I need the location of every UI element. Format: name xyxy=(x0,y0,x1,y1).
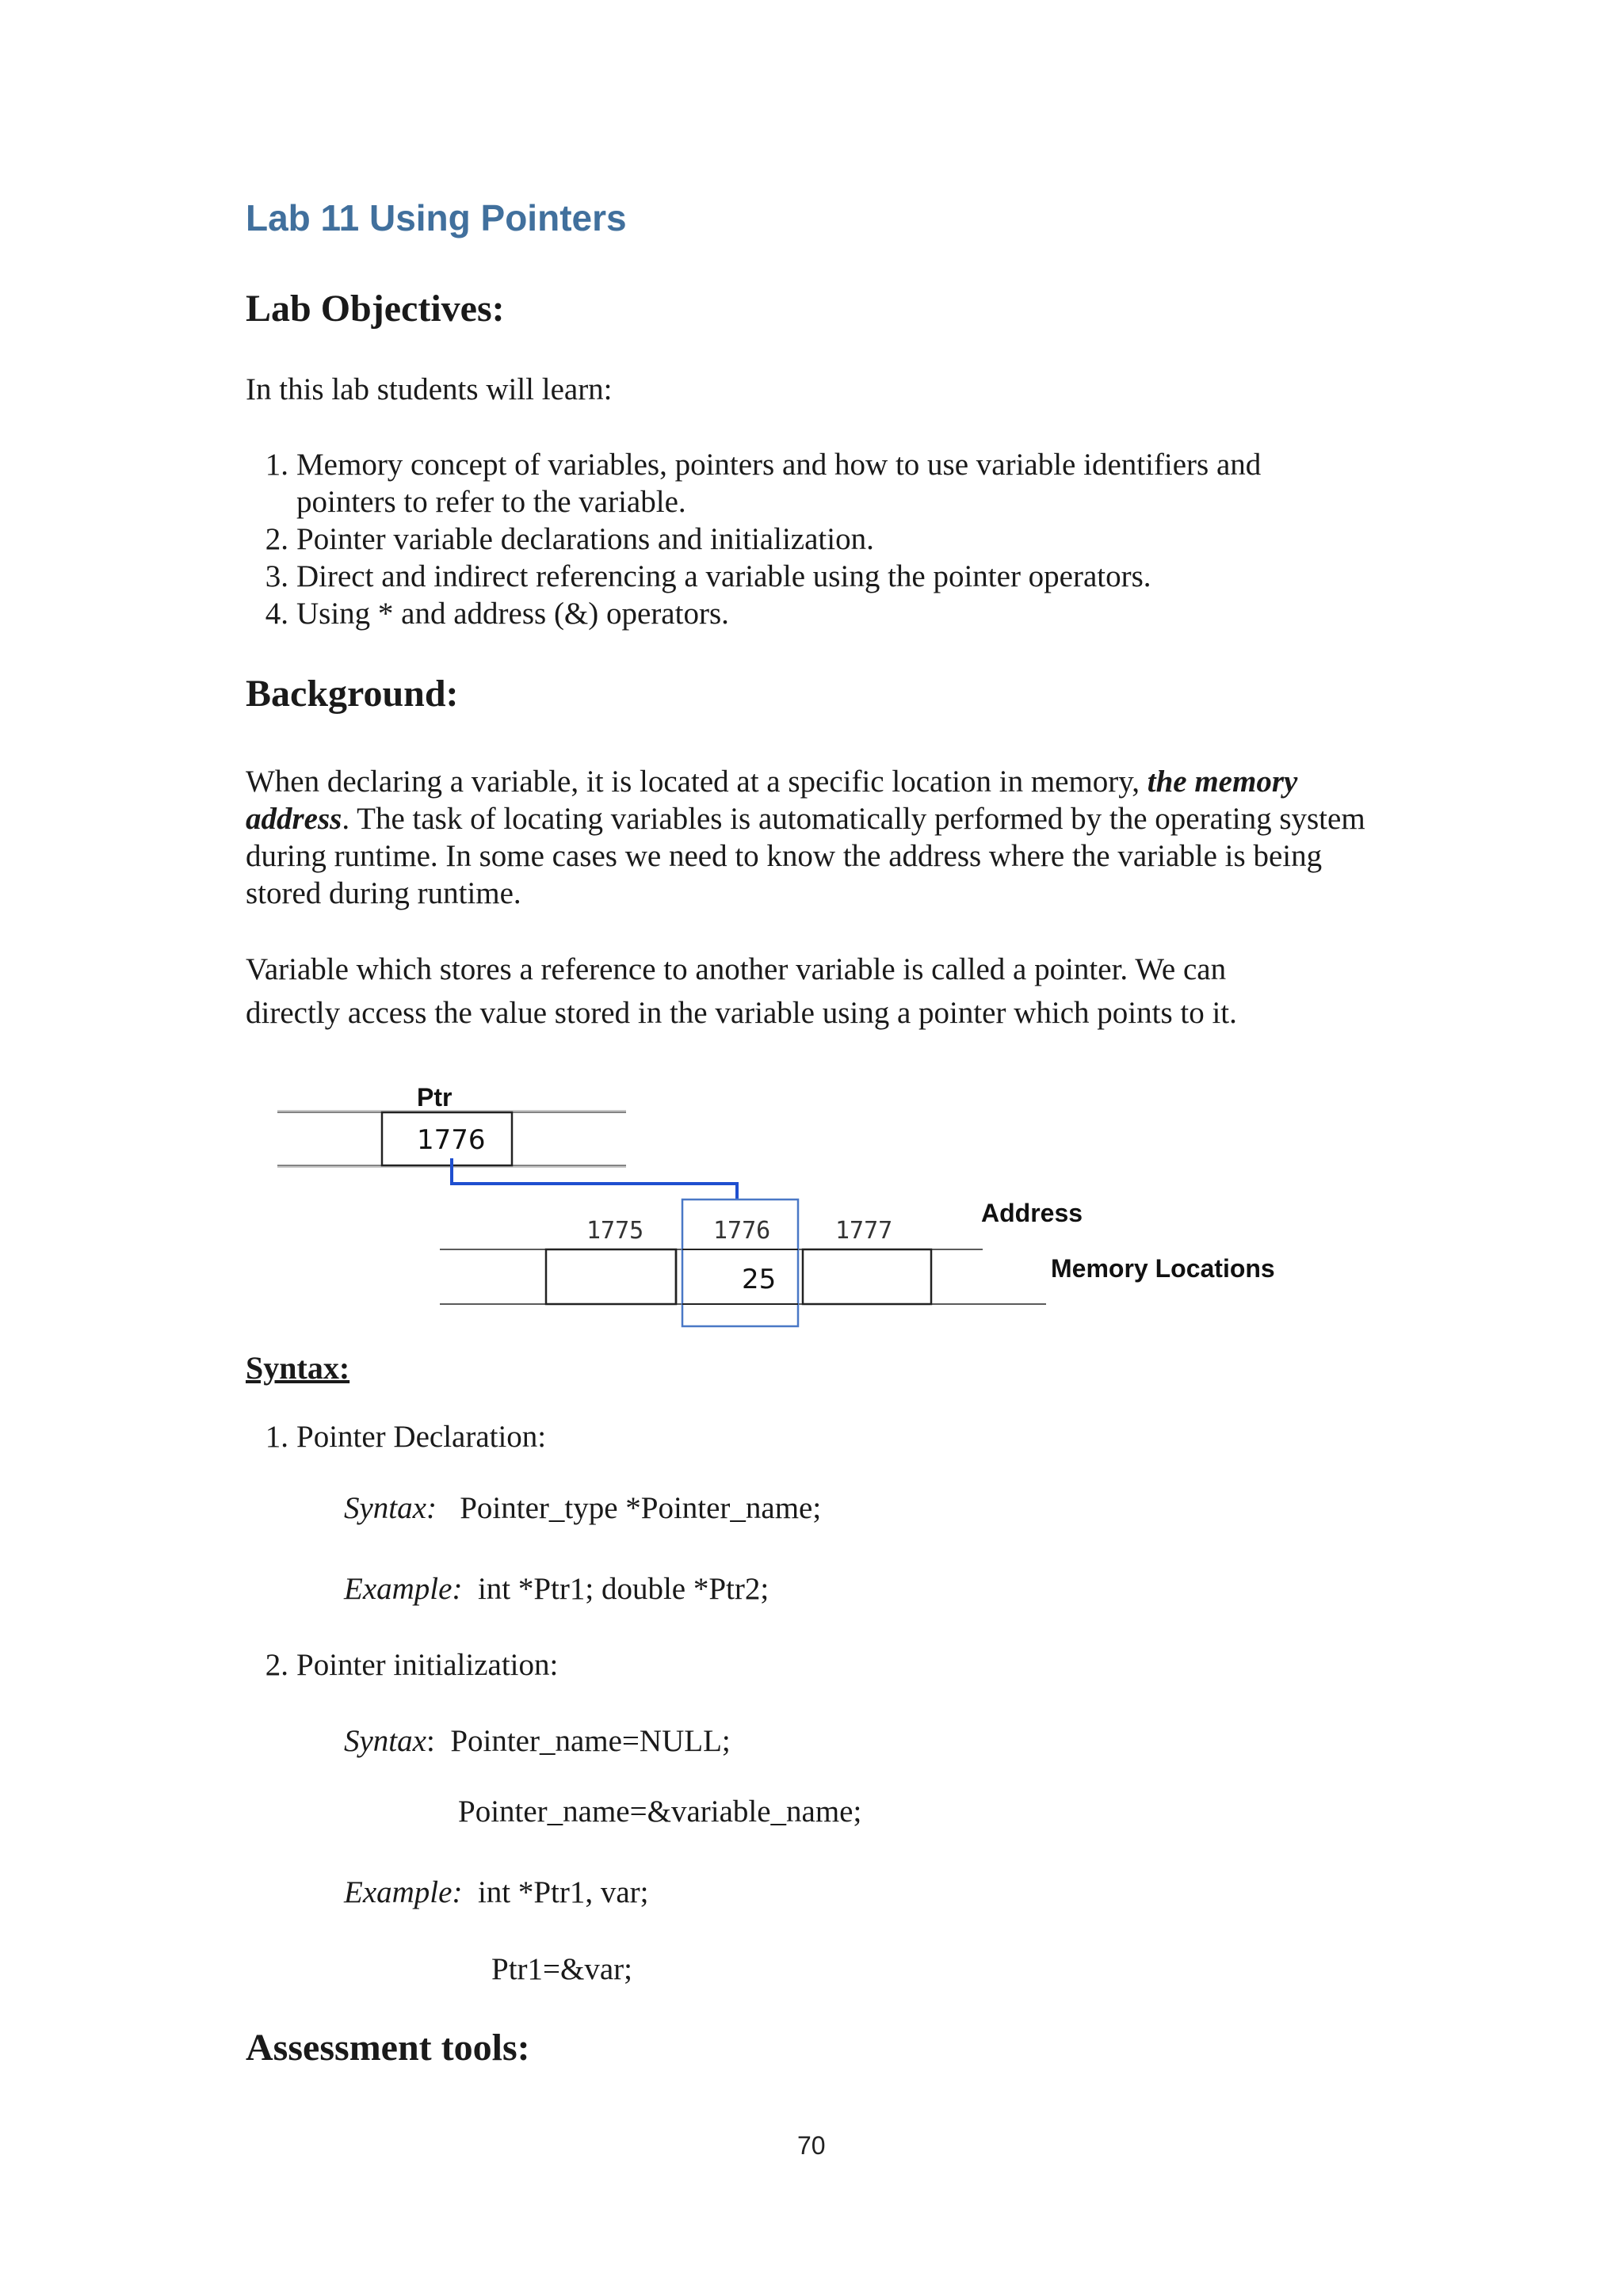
list-number: 3. xyxy=(265,559,288,593)
syntax-colon: : xyxy=(426,1724,435,1758)
syntax-code: Pointer_name=NULL; xyxy=(450,1724,731,1758)
objective-text: Pointer variable declarations and initialization. xyxy=(296,522,874,556)
syntax-item-1 xyxy=(265,1418,547,1455)
syntax-item-label: Pointer initialization: xyxy=(296,1648,559,1682)
declaration-example xyxy=(344,1570,769,1608)
declaration-syntax xyxy=(344,1489,821,1527)
objective-item-3 xyxy=(265,558,1151,595)
example-label: Example: xyxy=(344,1572,463,1606)
pointer-arrow-line xyxy=(452,1158,737,1200)
initialization-syntax xyxy=(344,1722,731,1760)
objective-text: pointers to refer to the variable. xyxy=(296,485,686,519)
objective-item-4 xyxy=(265,595,729,632)
list-number: 1. xyxy=(265,448,288,482)
example-code: int *Ptr1, var; xyxy=(477,1875,649,1909)
objective-text: Direct and indirect referencing a variable using the pointer operators. xyxy=(296,559,1151,593)
list-number: 1. xyxy=(265,1420,288,1454)
highlighted-memory-cell xyxy=(682,1199,798,1326)
memory-locations-label: Memory Locations xyxy=(1051,1254,1275,1283)
memory-cell-1775 xyxy=(546,1249,676,1304)
address-label: Address xyxy=(981,1199,1083,1227)
background-paragraph-1 xyxy=(246,763,1387,912)
objectives-intro: In this lab students will learn: xyxy=(246,372,613,406)
ptr-cell xyxy=(382,1112,512,1165)
initialization-example xyxy=(344,1874,649,1911)
objective-item-1-cont xyxy=(296,483,686,521)
memory-address-term: the memory address xyxy=(246,765,1298,836)
objectives-heading: Lab Objectives: xyxy=(246,288,505,330)
initialization-example-2: Ptr1=&var; xyxy=(491,1952,632,1986)
syntax-item-2 xyxy=(265,1646,559,1684)
page-title: Lab 11 Using Pointers xyxy=(246,197,627,238)
address-1775: 1775 xyxy=(586,1217,644,1245)
example-label: Example: xyxy=(344,1875,463,1909)
objective-item-1 xyxy=(265,446,1262,483)
background-text: When declaring a variable, it is located at a specific location in memory, xyxy=(246,765,1148,799)
ptr-value: 1776 xyxy=(417,1124,486,1156)
list-number: 4. xyxy=(265,597,288,631)
syntax-heading: Syntax: xyxy=(246,1350,350,1386)
page-number: 70 xyxy=(797,2131,826,2160)
address-1776: 1776 xyxy=(713,1217,771,1245)
syntax-item-label: Pointer Declaration: xyxy=(296,1420,547,1454)
example-code: int *Ptr1; double *Ptr2; xyxy=(477,1572,769,1606)
background-paragraph-2-line-2: directly access the value stored in the variable using a pointer which points to it. xyxy=(246,996,1237,1030)
cell-value: 25 xyxy=(742,1264,777,1295)
objective-text: Using * and address (&) operators. xyxy=(296,597,729,631)
objective-text: Memory concept of variables, pointers and how to use variable identifiers and xyxy=(296,448,1262,482)
background-text: . The task of locating variables is automatically performed by the operating system during runtime. In some cases we need to know the address where the variable is being stored during runtime. xyxy=(246,802,1365,910)
syntax-label: Syntax xyxy=(344,1724,426,1758)
background-paragraph-2-line-1: Variable which stores a reference to another variable is called a pointer. We can xyxy=(246,952,1227,986)
syntax-code: Pointer_type *Pointer_name; xyxy=(460,1491,822,1525)
syntax-label: Syntax: xyxy=(344,1491,437,1525)
ptr-label: Ptr xyxy=(417,1083,453,1112)
address-1777: 1777 xyxy=(835,1217,893,1245)
initialization-syntax-2: Pointer_name=&variable_name; xyxy=(458,1794,862,1829)
list-number: 2. xyxy=(265,522,288,556)
objective-item-2 xyxy=(265,521,874,558)
assessment-heading: Assessment tools: xyxy=(246,2027,530,2069)
background-heading: Background: xyxy=(246,673,459,715)
list-number: 2. xyxy=(265,1648,288,1682)
memory-cell-1777 xyxy=(803,1249,931,1304)
